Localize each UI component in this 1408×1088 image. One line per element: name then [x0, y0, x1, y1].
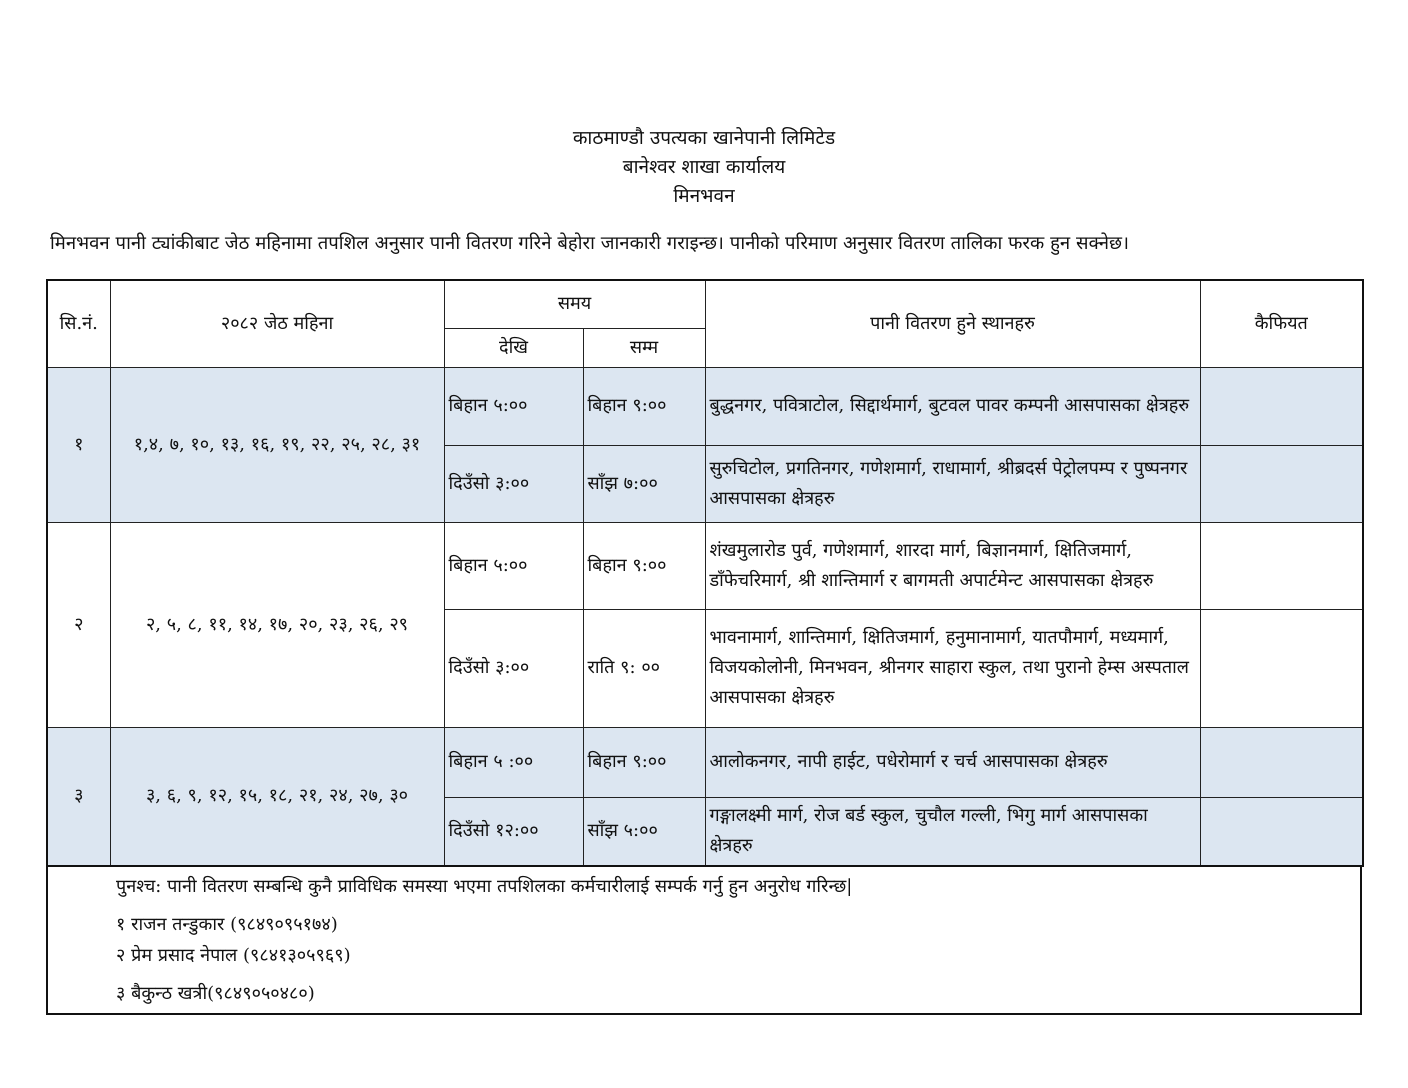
- to-cell: बिहान ९:००: [583, 367, 705, 445]
- to-cell: बिहान ९:००: [583, 727, 705, 797]
- organization-name: काठमाण्डौ उपत्यका खानेपानी लिमिटेड: [572, 127, 836, 149]
- dates-header: २०८२ जेठ महिना: [110, 280, 444, 367]
- remarks-cell: [1200, 445, 1363, 522]
- remarks-header: कैफियत: [1200, 280, 1363, 367]
- remarks-cell: [1200, 522, 1363, 609]
- from-cell: दिउँसो १२:००: [444, 797, 583, 866]
- sn-header: सि.नं.: [47, 280, 110, 367]
- places-cell: गङ्गालक्ष्मी मार्ग, रोज बर्ड स्कुल, चुचौल गल्ली, भिगु मार्ग आसपासका क्षेत्रहरु: [705, 797, 1200, 866]
- from-cell: दिउँसो ३:००: [444, 445, 583, 522]
- remarks-cell: [1200, 367, 1363, 445]
- places-cell: सुरुचिटोल, प्रगतिनगर, गणेशमार्ग, राधामार्ग, श्रीब्रदर्स पेट्रोलपम्प र पुष्पनगर आसपासका क्षेत्रहरु: [705, 445, 1200, 522]
- table-row: [47, 367, 1363, 445]
- places-cell: बुद्धनगर, पवित्राटोल, सिद्दार्थमार्ग, बुटवल पावर कम्पनी आसपासका क्षेत्रहरु: [705, 367, 1200, 445]
- dates-cell: २, ५, ८, ११, १४, १७, २०, २३, २६, २९: [110, 522, 444, 727]
- to-header: सम्म: [583, 328, 705, 367]
- footer-note: पुनश्च: पानी वितरण सम्बन्धि कुनै प्राविधिक समस्या भएमा तपशिलका कर्मचारीलाई सम्पर्क गर्नु हुन अनुरोध गरिन्छ|: [116, 876, 853, 897]
- distribution-schedule-table: [46, 279, 1364, 867]
- remarks-cell: [1200, 609, 1363, 727]
- sn-cell: १: [47, 367, 110, 522]
- sn-cell: २: [47, 522, 110, 727]
- location-name: मिनभवन: [673, 185, 735, 207]
- from-header: देखि: [444, 328, 583, 367]
- contact-footer: [46, 866, 1362, 1015]
- places-cell: आलोकनगर, नापी हाईट, पधेरोमार्ग र चर्च आसपासका क्षेत्रहरु: [705, 727, 1200, 797]
- remarks-cell: [1200, 797, 1363, 866]
- places-cell: भावनामार्ग, शान्तिमार्ग, क्षितिजमार्ग, हनुमानामार्ग, यातपौमार्ग, मध्यमार्ग, विजयकोलोनी, मिनभवन, श्रीनगर साहारा स्कुल, तथा पुरानो हेम्स अस्पताल आसपासका क्षेत्रहरु: [705, 609, 1200, 727]
- dates-cell: ३, ६, ९, १२, १५, १८, २१, २४, २७, ३०: [110, 727, 444, 866]
- to-cell: बिहान ९:००: [583, 522, 705, 609]
- from-cell: बिहान ५ :००: [444, 727, 583, 797]
- branch-office: बानेश्वर शाखा कार्यालय: [622, 156, 786, 178]
- dates-cell: १,४, ७, १०, १३, १६, १९, २२, २५, २८, ३१: [110, 367, 444, 522]
- intro-text: मिनभवन पानी ट्यांकीबाट जेठ महिनामा तपशिल अनुसार पानी वितरण गरिने बेहोरा जानकारी गराइन्छ। पानीको परिमाण अनुसार वितरण तालिका फरक हुन सक्नेछ।: [50, 233, 1129, 254]
- table-row: [47, 727, 1363, 797]
- remarks-cell: [1200, 727, 1363, 797]
- from-cell: बिहान ५:००: [444, 367, 583, 445]
- to-cell: साँझ ७:००: [583, 445, 705, 522]
- contact-3: ३ बैकुन्ठ खत्री(९८४९०५०४८०): [116, 983, 315, 1004]
- time-header: समय: [444, 280, 705, 328]
- sn-cell: ३: [47, 727, 110, 866]
- contact-1: १ राजन तन्डुकार (९८४९०९५१७४): [116, 914, 338, 935]
- places-header: पानी वितरण हुने स्थानहरु: [705, 280, 1200, 367]
- table-row: [47, 522, 1363, 609]
- from-cell: बिहान ५:००: [444, 522, 583, 609]
- notice-header: [0, 124, 1408, 211]
- to-cell: राति ९: ००: [583, 609, 705, 727]
- table-header-row: [47, 280, 1363, 328]
- to-cell: साँझ ५:००: [583, 797, 705, 866]
- from-cell: दिउँसो ३:००: [444, 609, 583, 727]
- contact-2: २ प्रेम प्रसाद नेपाल (९८४१३०५९६९): [116, 945, 351, 966]
- places-cell: शंखमुलारोड पुर्व, गणेशमार्ग, शारदा मार्ग, बिज्ञानमार्ग, क्षितिजमार्ग, डाँफेचरिमार्ग, श्री शान्तिमार्ग र बागमती अपार्टमेन्ट आसपासका क्षेत्रहरु: [705, 522, 1200, 609]
